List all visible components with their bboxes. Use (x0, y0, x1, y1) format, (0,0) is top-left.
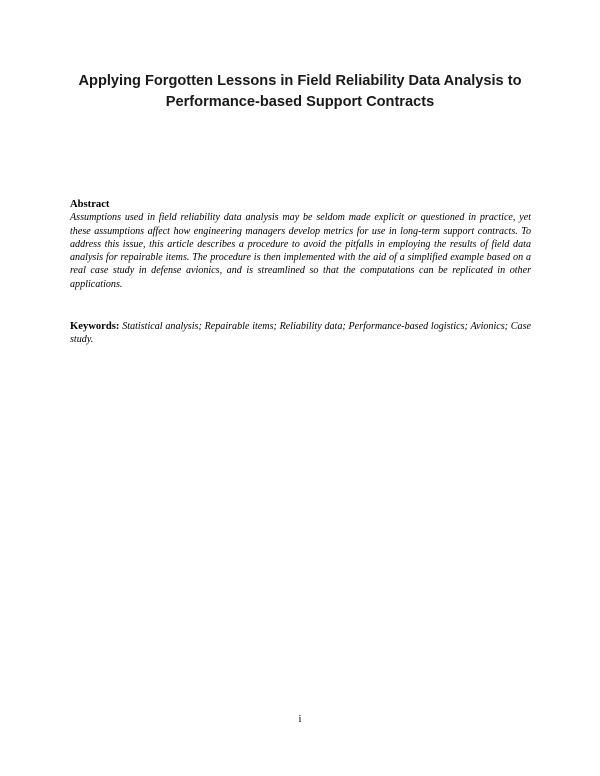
keywords-section (70, 320, 531, 347)
paper-title (40, 71, 560, 113)
paper-title-line-1: Applying Forgotten Lessons in Field Reliability Data Analysis to (78, 73, 522, 89)
page-number: i (298, 714, 302, 725)
abstract-heading: Abstract (70, 199, 110, 210)
keywords-text: Statistical analysis; Repairable items; Reliability data; Performance-based logistics; Avionics; Case study. (70, 321, 531, 346)
abstract-text: Assumptions used in field reliability data analysis may be seldom made explicit or questioned in practice, yet these assumptions affect how engineering managers develop metrics for use in long-term support contracts. To address this issue, this article describes a procedure to avoid the pitfalls in employing the results of field data analysis for repairable items. The procedure is then implemented with the aid of a simplified example based on a real case study in defense avionics, and is streamlined so that the computations can be replicated in other applications. (70, 212, 531, 290)
paper-title-line-2: Performance-based Support Contracts (165, 94, 435, 110)
keywords-label: Keywords: (70, 321, 120, 332)
abstract-section (70, 198, 531, 291)
